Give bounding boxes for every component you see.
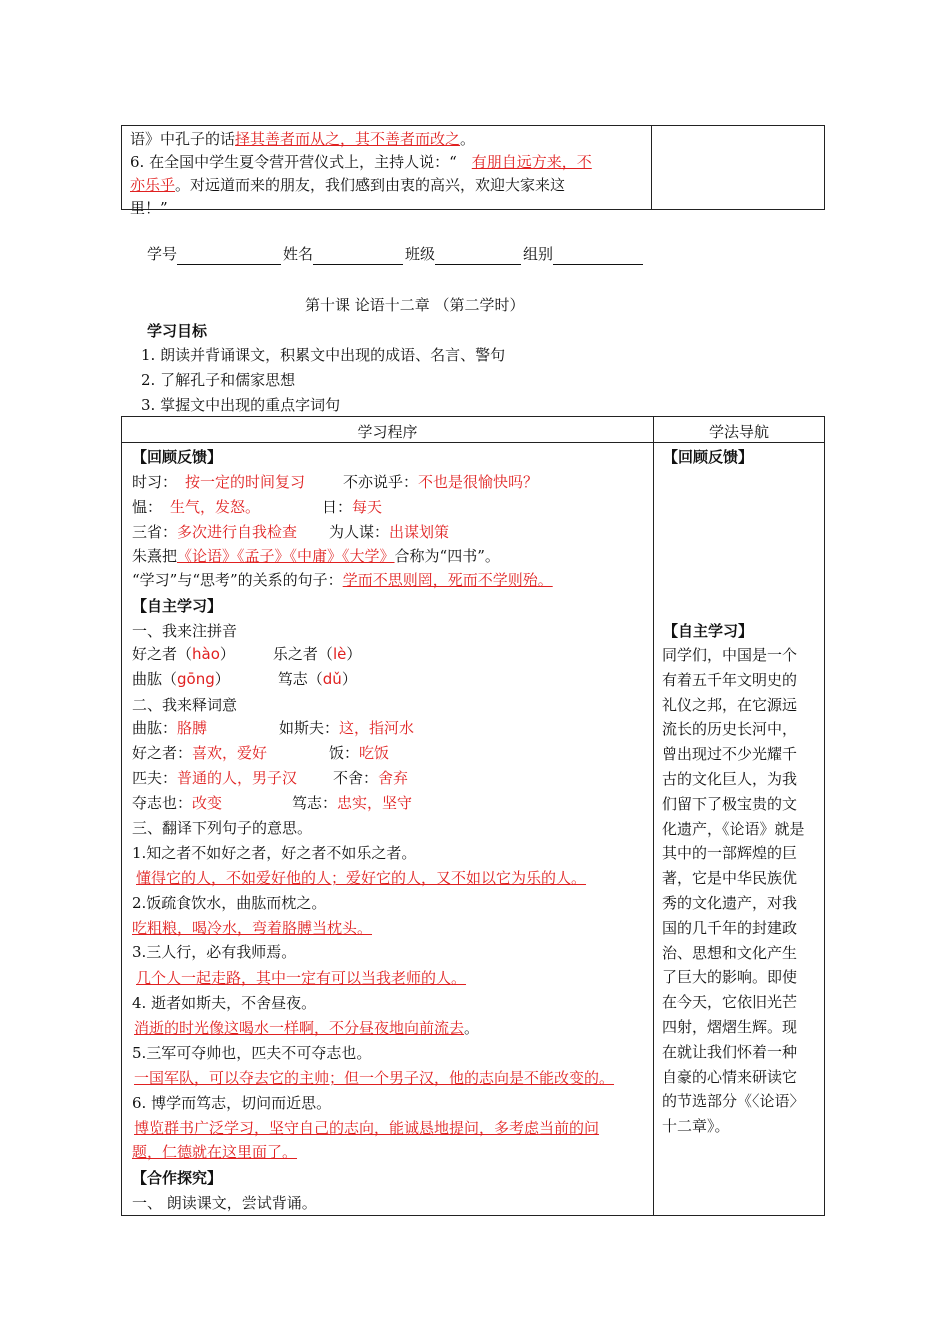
pinyin-answer: dǔ bbox=[322, 670, 342, 688]
guide-line: 同学们，中国是一个 bbox=[662, 646, 798, 664]
guide-line: 秀的文化遗产，对我 bbox=[662, 893, 798, 912]
top-line-2 bbox=[130, 151, 643, 174]
answer-text: 生气，发怒。 bbox=[170, 498, 261, 516]
term: 为人谋： bbox=[329, 523, 390, 541]
term: 好之者（ bbox=[132, 645, 193, 663]
answer-text: 胳膊 bbox=[177, 719, 208, 737]
term: 夺志也： bbox=[132, 794, 193, 812]
term: 愠： bbox=[132, 498, 163, 516]
definition-line bbox=[132, 742, 389, 763]
term: ） bbox=[214, 670, 230, 688]
term: 时习： bbox=[132, 473, 178, 491]
translation-answer: 题，仁德就在这里面了。 bbox=[132, 1143, 298, 1161]
guide-line: 有着五千年文明史的 bbox=[662, 670, 798, 689]
cooperation-heading: 【合作探究】 bbox=[132, 1169, 223, 1187]
top-table bbox=[121, 125, 825, 217]
guide-line: 们留下了极宝贵的文 bbox=[662, 794, 798, 813]
header-learning-procedure: 学习程序 bbox=[357, 423, 418, 441]
top-table-left-cell bbox=[122, 126, 652, 217]
definition-line bbox=[132, 717, 414, 738]
guide-self-study-heading: 【自主学习】 bbox=[663, 622, 754, 640]
term: 饭： bbox=[329, 744, 360, 762]
definition-line bbox=[132, 792, 412, 813]
review-line bbox=[132, 471, 538, 492]
guide-line: 的节选部分《〈论语〉 bbox=[662, 1092, 805, 1111]
sentence: 5.三军可夺帅也，匹夫不可夺志也。 bbox=[132, 1044, 372, 1062]
guide-line: 著，它是中华民族优 bbox=[662, 869, 798, 888]
column-divider bbox=[653, 417, 654, 1215]
sentence: 4. 逝者如斯夫，不舍昼夜。 bbox=[132, 994, 317, 1012]
student-info-line bbox=[147, 243, 645, 265]
answer-text: 改变 bbox=[192, 794, 223, 812]
lesson-title: 第十课 论语十二章 （第二学时） bbox=[305, 296, 525, 314]
class-blank[interactable] bbox=[435, 248, 521, 265]
term: 笃志（ bbox=[277, 670, 323, 688]
top-text: 6. 在全国中学生夏令营开营仪式上，主持人说：“ bbox=[130, 153, 472, 171]
guide-line: 治、思想和文化产生 bbox=[662, 943, 798, 962]
guide-line: 化遗产，《论语》就是 bbox=[662, 819, 805, 838]
guide-line: 古的文化巨人，为我 bbox=[662, 769, 798, 788]
goal-item: 2. 了解孔子和儒家思想 bbox=[141, 371, 296, 389]
pinyin-answer: hào bbox=[192, 645, 220, 663]
group-label: 组别 bbox=[523, 245, 554, 263]
answer-text: 不也是很愉快吗？ bbox=[418, 473, 539, 491]
term: 乐之者（ bbox=[272, 645, 333, 663]
answer-text: 喜欢，爱好 bbox=[192, 744, 268, 762]
student-id-label: 学号 bbox=[147, 245, 178, 263]
top-line-1 bbox=[130, 128, 643, 151]
answer-text: 有朋自远方来，不 bbox=[471, 153, 592, 171]
term: “学习”与“思考”的关系的句子： bbox=[132, 571, 343, 589]
answer-text: 《论语》《孟子》《中庸》《大学》 bbox=[177, 547, 395, 565]
main-table bbox=[121, 416, 825, 1216]
header-study-guide: 学法导航 bbox=[708, 423, 769, 441]
review-line bbox=[132, 521, 449, 542]
term: 。 bbox=[464, 1019, 480, 1037]
answer-text: 吃饭 bbox=[359, 744, 390, 762]
guide-intro-text bbox=[662, 643, 818, 1139]
guide-line: 国的几千年的封建政 bbox=[662, 918, 798, 937]
answer-text: 多次进行自我检查 bbox=[177, 523, 298, 541]
guide-line: 其中的一部辉煌的巨 bbox=[662, 844, 798, 863]
guide-line: 十二章》。 bbox=[662, 1117, 730, 1136]
answer-text: 普通的人，男子汉 bbox=[177, 769, 298, 787]
term: ） bbox=[341, 670, 357, 688]
sentence: 6. 博学而笃志，切问而近思。 bbox=[132, 1094, 332, 1112]
translation-line bbox=[134, 1017, 479, 1038]
term: 曲肱： bbox=[132, 719, 178, 737]
translation-answer: 一国军队，可以夺去它的主帅；但一个男子汉，他的志向是不能改变的。 bbox=[134, 1069, 615, 1087]
goals-heading: 学习目标 bbox=[147, 322, 208, 340]
answer-text: 每天 bbox=[352, 498, 383, 516]
pinyin-answer: gōng bbox=[177, 670, 215, 688]
term: 如斯夫： bbox=[279, 719, 340, 737]
term: ） bbox=[346, 645, 362, 663]
sentence: 1.知之者不如好之者，好之者不如乐之者。 bbox=[132, 844, 417, 862]
answer-text: 出谋划策 bbox=[389, 523, 450, 541]
term: 合称为“四书”。 bbox=[394, 547, 500, 565]
term: 匹夫： bbox=[132, 769, 178, 787]
term: 朱熹把 bbox=[132, 547, 178, 565]
sentence: 3.三人行，必有我师焉。 bbox=[132, 943, 297, 961]
goal-item: 3. 掌握文中出现的重点字词句 bbox=[141, 396, 341, 414]
review-line bbox=[132, 545, 500, 566]
guide-line: 礼仪之邦，在它源远 bbox=[662, 695, 798, 714]
translation-answer: 博览群书广泛学习，坚守自己的志向，能诚恳地提问，多考虑当前的问 bbox=[134, 1119, 600, 1137]
section-heading: 一、我来注拼音 bbox=[132, 622, 238, 640]
guide-line: 了巨大的影响。即使 bbox=[662, 968, 798, 987]
translation-answer: 消逝的时光像这喝水一样啊，不分昼夜地向前流去 bbox=[134, 1019, 465, 1037]
guide-line: 自豪的心情来研读它 bbox=[662, 1067, 798, 1086]
review-heading: 【回顾反馈】 bbox=[132, 448, 223, 466]
task-line: 一、 朗读课文，尝试背诵。 bbox=[132, 1194, 317, 1212]
term: ） bbox=[219, 645, 235, 663]
guide-line: 在今天，它依旧光芒 bbox=[662, 993, 798, 1012]
answer-text: 这，指河水 bbox=[339, 719, 415, 737]
translation-answer: 懂得它的人，不如爱好他的人；爱好它的人，又不如以它为乐的人。 bbox=[136, 869, 587, 887]
guide-review-heading: 【回顾反馈】 bbox=[663, 448, 754, 466]
answer-text: 舍弃 bbox=[378, 769, 409, 787]
section-heading: 三、翻译下列句子的意思。 bbox=[132, 819, 313, 837]
group-blank[interactable] bbox=[553, 248, 643, 265]
answer-text: 亦乐乎 bbox=[130, 176, 176, 194]
guide-line: 流长的历史长河中， bbox=[662, 720, 798, 739]
term: 不舍： bbox=[333, 769, 379, 787]
term: 好之者： bbox=[132, 744, 193, 762]
term: 三省： bbox=[132, 523, 178, 541]
term: 不亦说乎： bbox=[343, 473, 419, 491]
term: 日： bbox=[322, 498, 353, 516]
top-line-4: 里！” bbox=[130, 199, 168, 217]
pinyin-line bbox=[132, 643, 361, 664]
answer-text: 学而不思则罔，死而不学则殆。 bbox=[342, 571, 553, 589]
translation-answer: 几个人一起走路，其中一定有可以当我老师的人。 bbox=[136, 969, 467, 987]
top-line-3 bbox=[130, 174, 643, 197]
guide-line: 四射，熠熠生辉。现 bbox=[662, 1017, 798, 1036]
pinyin-answer: lè bbox=[332, 645, 347, 663]
name-label: 姓名 bbox=[283, 245, 314, 263]
guide-line: 曾出现过不少光耀千 bbox=[662, 745, 798, 764]
answer-text: 按一定的时间复习 bbox=[185, 473, 306, 491]
sentence: 2.饭疏食饮水，曲肱而枕之。 bbox=[132, 894, 327, 912]
answer-text: 择其善者而从之，其不善者而改之 bbox=[235, 130, 461, 148]
goal-item: 1. 朗读并背诵课文，积累文中出现的成语、名言、警句 bbox=[141, 346, 506, 364]
answer-text: 忠实，坚守 bbox=[337, 794, 413, 812]
name-blank[interactable] bbox=[313, 248, 403, 265]
review-line bbox=[132, 569, 553, 590]
term: 笃志： bbox=[292, 794, 338, 812]
student-id-blank[interactable] bbox=[177, 248, 281, 265]
self-study-heading: 【自主学习】 bbox=[132, 597, 223, 615]
pinyin-line bbox=[132, 668, 357, 689]
review-line bbox=[132, 496, 382, 517]
top-text: 。 bbox=[460, 130, 476, 148]
top-text: 语》中孔子的话 bbox=[130, 130, 236, 148]
section-heading: 二、我来释词意 bbox=[132, 696, 238, 714]
term: 曲肱（ bbox=[132, 670, 178, 688]
translation-answer: 吃粗粮，喝冷水，弯着胳膊当枕头。 bbox=[132, 919, 373, 937]
definition-line bbox=[132, 767, 408, 788]
class-label: 班级 bbox=[405, 245, 436, 263]
header-divider bbox=[122, 442, 824, 443]
guide-line: 在就让我们怀着一种 bbox=[662, 1042, 798, 1061]
top-text: 。对远道而来的朋友，我们感到由衷的高兴，欢迎大家来这 bbox=[175, 176, 566, 194]
